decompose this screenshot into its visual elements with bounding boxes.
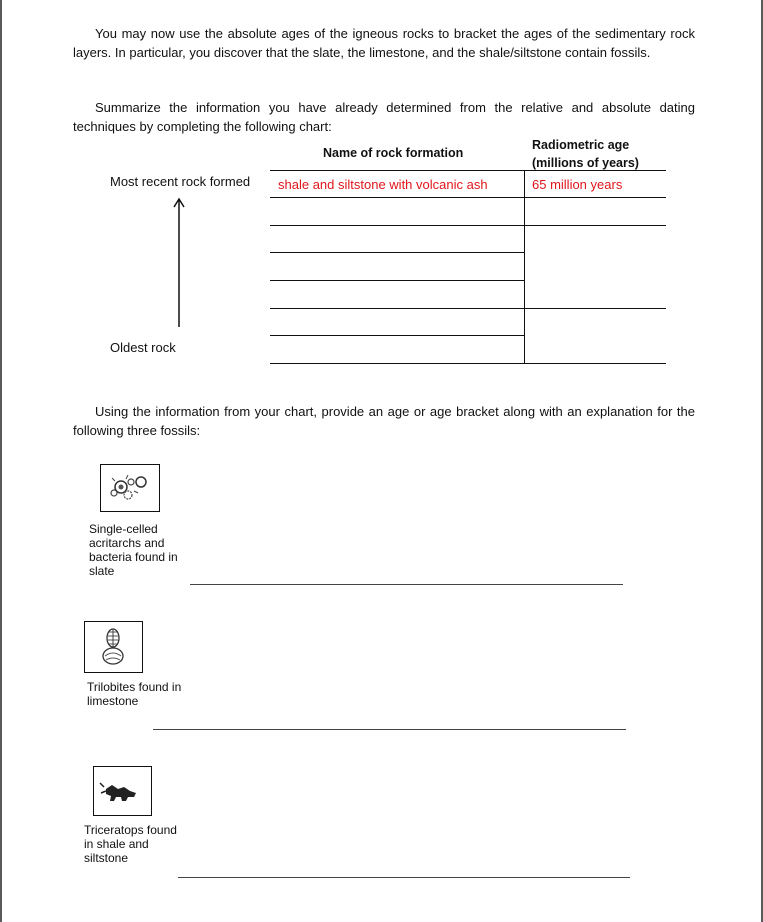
fossil-question-text: Using the information from your chart, provide an age or age bracket along with an explanation for the following three fossils:: [73, 404, 695, 438]
time-arrow: [170, 195, 190, 330]
triceratops-icon: [93, 766, 152, 816]
row7-age-cell[interactable]: [526, 337, 664, 361]
row2-age-cell[interactable]: [526, 199, 664, 223]
row4-rock-name-cell[interactable]: [272, 254, 522, 278]
instructions-paragraph-text: Summarize the information you have already determined from the relative and absolute dating techniques by completing the following chart:: [73, 100, 695, 134]
fossil-question: [73, 402, 695, 440]
header-age-line1: Radiometric age: [532, 138, 630, 152]
answer-line-acritarchs[interactable]: [190, 584, 623, 585]
row3-age-cell[interactable]: [526, 227, 664, 251]
fossil-caption-trilobites: Trilobites found in limestone: [87, 680, 182, 708]
label-oldest: Oldest rock: [110, 340, 176, 355]
row6-rock-name-cell[interactable]: [272, 310, 522, 334]
answer-line-triceratops[interactable]: [178, 877, 630, 878]
row4-age-cell[interactable]: [526, 254, 664, 278]
fossil-caption-triceratops: Triceratops found in shale and siltstone: [84, 823, 177, 865]
header-radiometric-age: [532, 136, 639, 172]
row2-rock-name-cell[interactable]: [272, 199, 522, 223]
row1-age[interactable]: 65 million years: [532, 177, 623, 192]
row1-rock-name[interactable]: shale and siltstone with volcanic ash: [278, 177, 488, 192]
header-age-line2: (millions of years): [532, 156, 639, 170]
fossil-caption-acritarchs: Single-celled acritarchs and bacteria found in slate: [89, 522, 178, 578]
page-left-border: [0, 0, 2, 922]
trilobite-icon: [84, 621, 143, 673]
row6-age-cell[interactable]: [526, 310, 664, 334]
intro-paragraph-text: You may now use the absolute ages of the igneous rocks to bracket the ages of the sedimentary rock layers. In particular, you discover that the slate, the limestone, and the shale/siltstone contain fossils.: [73, 26, 695, 60]
answer-line-trilobites[interactable]: [153, 729, 626, 730]
row3-rock-name-cell[interactable]: [272, 227, 522, 251]
row5-rock-name-cell[interactable]: [272, 282, 522, 306]
instructions-paragraph: [73, 98, 695, 136]
intro-paragraph: [73, 24, 695, 62]
row7-rock-name-cell[interactable]: [272, 337, 522, 361]
acritarch-bacteria-icon: [100, 464, 160, 512]
label-most-recent: Most recent rock formed: [110, 174, 251, 189]
row5-age-cell[interactable]: [526, 282, 664, 306]
header-rock-name: Name of rock formation: [323, 146, 464, 160]
